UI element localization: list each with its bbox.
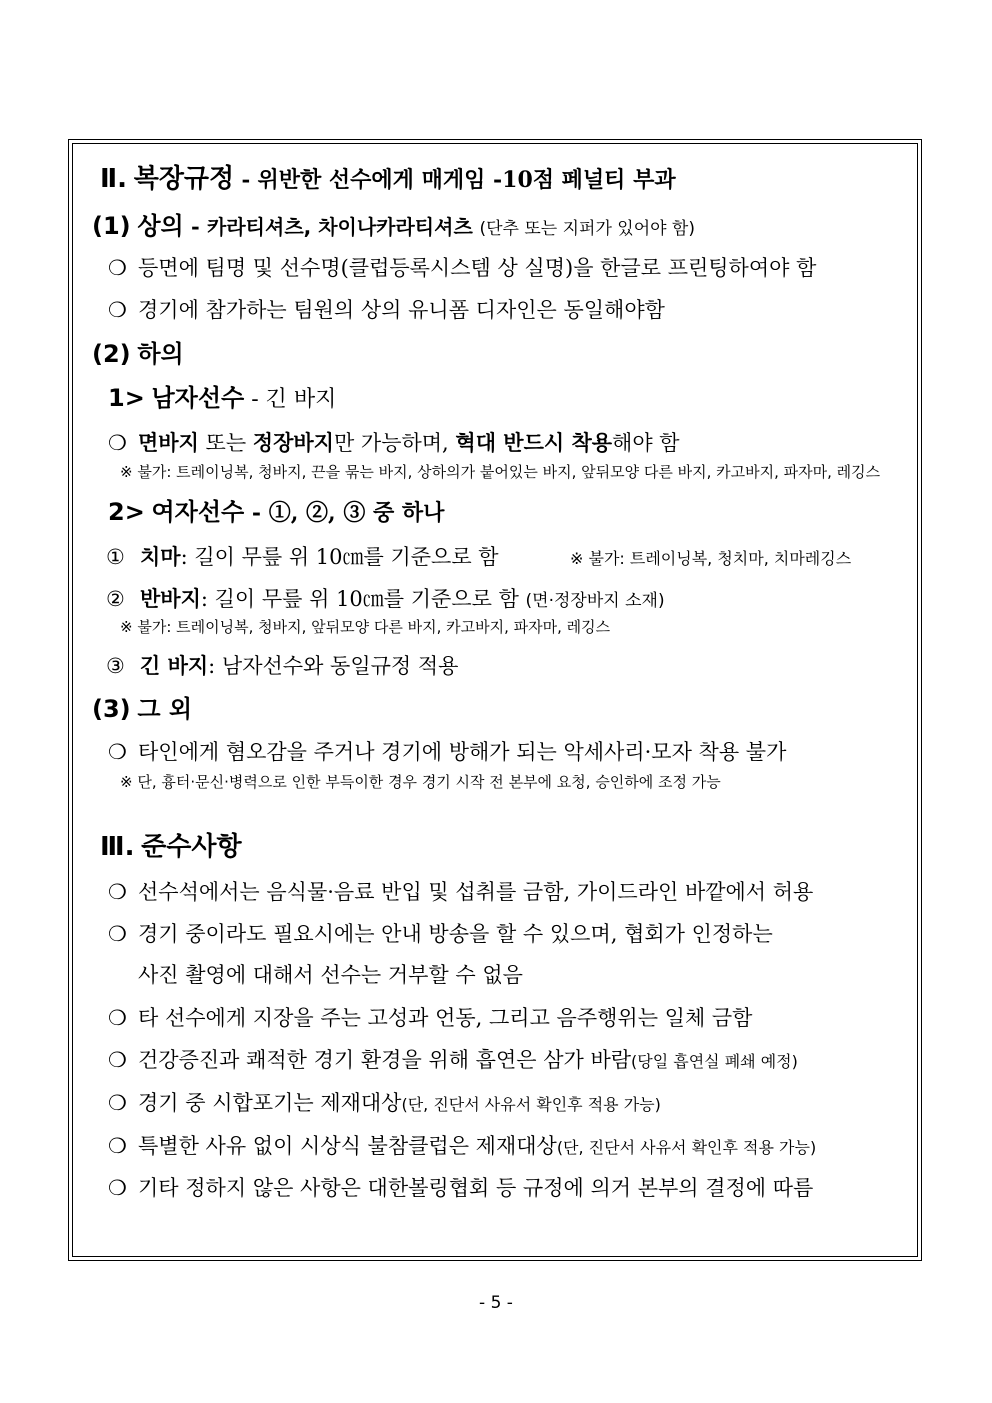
women-title: 여자선수 [151, 498, 245, 526]
rule-item-5 [108, 1093, 661, 1114]
men-bullet [108, 432, 680, 454]
top-items: 카라티셔츠, 차이나카라티셔츠 [207, 215, 473, 239]
bullet-icon: ❍ [108, 1134, 127, 1158]
option-1-skirt: 치마 [140, 544, 181, 569]
option-1-note: ※ 불가: 트레이닝복, 청치마, 치마레깅스 [570, 549, 852, 568]
section-3-title: 준수사항 [141, 832, 242, 862]
men-title: 남자선수 [151, 384, 245, 412]
top-bullet-2-text: 경기에 참가하는 팀원의 상의 유니폼 디자인은 동일해야함 [138, 298, 665, 322]
rule-item-5-note: (단, 진단서 사유서 확인후 적용 가능) [401, 1095, 661, 1114]
men-dress-pants: 정장바지 [252, 430, 334, 455]
option-3-mark: ③ [106, 654, 125, 678]
option-1-text: : 길이 무릎 위 10㎝를 기준으로 함 [180, 545, 499, 569]
rule-item-1-text: 선수석에서는 음식물·음료 반입 및 섭취를 금함, 가이드라인 바깥에서 허용 [138, 880, 814, 904]
bullet-icon: ❍ [108, 880, 127, 904]
men-rest: - 긴 바지 [244, 387, 337, 412]
rule-item-1 [108, 882, 813, 903]
option-2-text: : 길이 무릎 위 10㎝를 기준으로 함 [200, 587, 519, 611]
option-3-text: : 남자선수와 동일규정 적용 [208, 654, 459, 678]
women-number: 2> [108, 498, 145, 526]
rule-item-4 [108, 1050, 798, 1071]
bullet-icon: ❍ [108, 1006, 127, 1030]
rule-item-2 [108, 924, 773, 945]
section-2-subtitle: 위반한 선수에게 매게임 -10점 페널티 부과 [257, 167, 676, 193]
bullet-icon: ❍ [108, 1048, 127, 1072]
top-heading [92, 214, 695, 238]
bottom-heading [92, 342, 184, 366]
top-title: 상의 [137, 212, 184, 240]
bullet-icon: ❍ [108, 740, 127, 764]
section-2-heading [100, 166, 676, 192]
top-paren: (단추 또는 지퍼가 있어야 함) [479, 219, 695, 239]
men-note: ※ 불가: 트레이닝복, 청바지, 끈을 묶는 바지, 상하의가 붙어있는 바지, 앞뒤모양 다른 바지, 카고바지, 파자마, 레깅스 [120, 463, 881, 481]
men-text-1: 또는 [198, 431, 253, 455]
section-3-number: Ⅲ. [100, 832, 135, 862]
rule-item-4-note: (당일 흡연실 폐쇄 예정) [631, 1052, 798, 1071]
top-bullet-2 [108, 300, 665, 321]
rule-item-6-text: 특별한 사유 없이 시상식 불참클럽은 제재대상 [138, 1134, 557, 1158]
women-rest: - ①, ②, ③ 중 하나 [244, 500, 445, 526]
option-3-long-pants: 긴 바지 [140, 653, 209, 678]
men-belt-required: 혁대 반드시 착용 [455, 430, 613, 455]
section-2-title: 복장규정 [133, 164, 235, 194]
others-note: ※ 단, 흉터·문신·병력으로 인한 부득이한 경우 경기 시작 전 본부에 요청, 승인하에 조정 가능 [120, 773, 721, 791]
rule-item-6-note: (단, 진단서 사유서 확인후 적용 가능) [556, 1138, 817, 1157]
bullet-icon: ❍ [108, 922, 127, 946]
bottom-number: (2) [92, 340, 131, 368]
rule-item-3 [108, 1008, 752, 1029]
women-option-2 [106, 588, 665, 610]
bullet-icon: ❍ [108, 298, 127, 322]
rule-item-7 [108, 1178, 813, 1199]
option-2-mark: ② [106, 587, 125, 611]
top-bullet-1 [108, 258, 816, 279]
others-heading [92, 697, 192, 721]
section-2-number: Ⅱ. [100, 164, 128, 194]
option-2-shorts: 반바지 [140, 586, 201, 611]
men-text-2: 만 가능하며, [333, 431, 456, 455]
others-title: 그 외 [137, 695, 193, 723]
top-number: (1) [92, 212, 131, 240]
bullet-icon: ❍ [108, 256, 127, 280]
section-3-heading [100, 834, 242, 860]
others-bullet-text: 타인에게 혐오감을 주거나 경기에 방해가 되는 악세사리·모자 착용 불가 [138, 740, 787, 764]
rule-item-4-text: 건강증진과 쾌적한 경기 환경을 위해 흡연은 삼가 바람 [138, 1048, 632, 1072]
others-bullet [108, 742, 786, 763]
rule-item-2-continuation: 사진 촬영에 대해서 선수는 거부할 수 없음 [138, 963, 523, 987]
option-1-mark: ① [106, 545, 125, 569]
bullet-icon: ❍ [108, 431, 127, 455]
bullet-icon: ❍ [108, 1091, 127, 1115]
rule-item-7-text: 기타 정하지 않은 사항은 대한볼링협회 등 규정에 의거 본부의 결정에 따름 [138, 1176, 814, 1200]
women-option-1 [106, 546, 499, 568]
top-dash: - [183, 214, 208, 239]
option-2-note: ※ 불가: 트레이닝복, 청바지, 앞뒤모양 다른 바지, 카고바지, 파자마, 레깅스 [120, 618, 611, 636]
top-bullet-1-text: 등면에 팀명 및 선수명(클럽등록시스템 상 실명)을 한글로 프린팅하여야 함 [138, 256, 817, 280]
rule-item-2-text: 경기 중이라도 필요시에는 안내 방송을 할 수 있으며, 협회가 인정하는 [138, 922, 773, 946]
option-2-paren: (면·정장바지 소재) [525, 591, 665, 611]
men-heading [108, 386, 336, 411]
women-option-3 [106, 655, 458, 677]
women-heading [108, 500, 444, 524]
section-2-dash: - [234, 167, 258, 192]
bottom-title: 하의 [137, 340, 184, 368]
men-text-3: 해야 함 [612, 431, 680, 455]
page-number: - 5 - [479, 1293, 513, 1313]
rule-item-3-text: 타 선수에게 지장을 주는 고성과 언동, 그리고 음주행위는 일체 금함 [138, 1006, 753, 1030]
rule-item-5-text: 경기 중 시합포기는 제재대상 [138, 1091, 402, 1115]
bullet-icon: ❍ [108, 1176, 127, 1200]
men-cotton-pants: 면바지 [138, 430, 199, 455]
men-number: 1> [108, 384, 145, 412]
rule-item-6 [108, 1136, 816, 1157]
others-number: (3) [92, 695, 131, 723]
